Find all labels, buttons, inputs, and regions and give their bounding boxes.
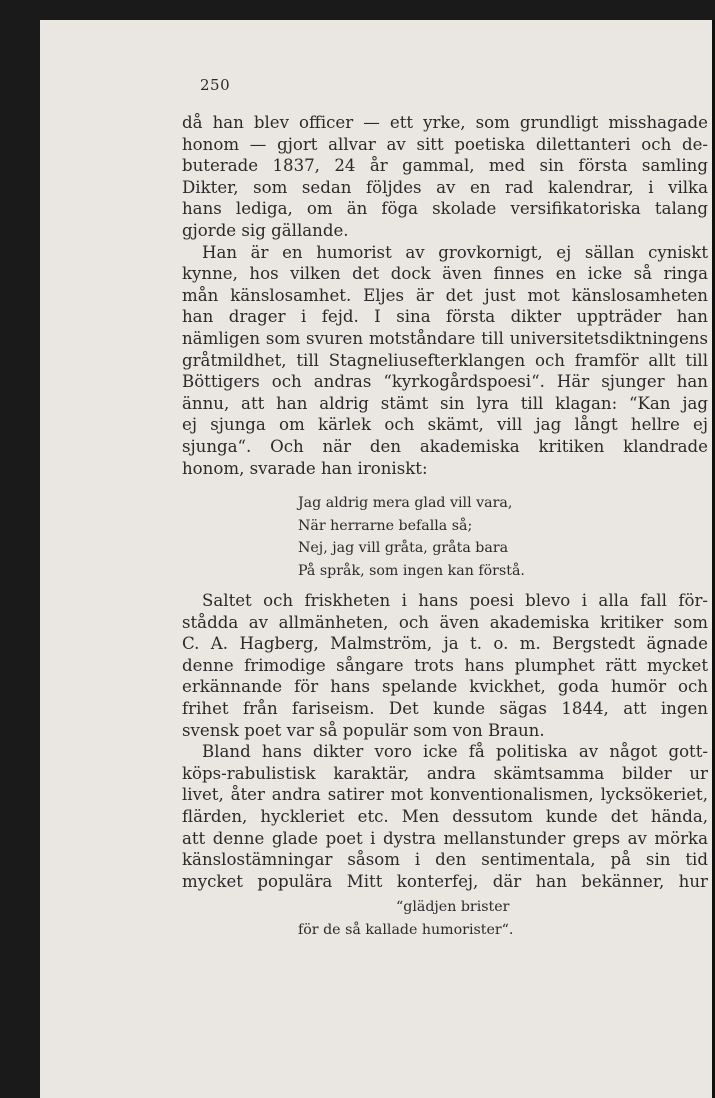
- paragraph-3: [182, 590, 708, 741]
- verse-line: Jag aldrig mera glad vill vara,: [298, 495, 513, 511]
- verse-line: Nej, jag vill gråta, gråta bara: [298, 540, 509, 557]
- quote-line: för de så kallade humorister“.: [298, 921, 514, 938]
- text-line: känslostämningar såsom i den sentimentala, på sin tid: [182, 850, 708, 870]
- text-line: han drager i fejd. I sina första dikter uppträder han: [182, 307, 708, 327]
- body-text-top: [182, 112, 708, 479]
- body-text-bottom: [182, 590, 708, 892]
- text-line: honom, svarade han ironiskt:: [182, 458, 428, 478]
- text-line: Han är en humorist av grovkornigt, ej sällan cyniskt: [202, 242, 708, 262]
- closing-quote: [298, 896, 513, 941]
- paragraph-4: [182, 741, 708, 892]
- text-line: buterade 1837, 24 år gammal, med sin första samling: [182, 156, 708, 176]
- verse-line: På språk, som ingen kan förstå.: [298, 562, 525, 579]
- text-line: Bland hans dikter voro icke få politiska av något gott-: [202, 742, 708, 762]
- book-page: [40, 20, 712, 1098]
- text-line: ej sjunga om kärlek och skämt, vill jag långt hellre ej: [182, 415, 708, 435]
- text-line: Saltet och friskheten i hans poesi blevo i alla fall för-: [202, 591, 708, 610]
- paragraph-1: [182, 112, 708, 242]
- text-line: gjorde sig gällande.: [182, 220, 349, 240]
- text-line: mycket populära Mitt konterfej, där han bekänner, hur: [182, 871, 708, 891]
- text-line: honom — gjort allvar av sitt poetiska dilettanteri och de-: [182, 134, 708, 154]
- text-line: nämligen som svuren motståndare till universitetsdiktningens: [182, 328, 708, 348]
- text-line: flärden, hyckleriet etc. Men dessutom kunde det hända,: [182, 806, 708, 826]
- paragraph-2: [182, 242, 708, 480]
- quote-line: “glädjen brister: [396, 899, 510, 915]
- text-line: sjunga“. Och när den akademiska kritiken klandrade: [182, 436, 708, 456]
- text-line: köps-rabulistisk karaktär, andra skämtsamma bilder ur: [182, 763, 708, 783]
- text-line: livet, åter andra satirer mot konventionalismen, lycksökeriet,: [182, 785, 708, 805]
- text-line: att denne glade poet i dystra mellanstunder greps av mörka: [182, 828, 708, 848]
- verse-block: [298, 492, 525, 582]
- text-line: svensk poet var så populär som von Braun.: [182, 720, 545, 740]
- text-line: frihet från fariseism. Det kunde sägas 1844, att ingen: [182, 698, 708, 718]
- text-line: kynne, hos vilken det dock även finnes en icke så ringa: [182, 264, 708, 284]
- text-line: ännu, att han aldrig stämt sin lyra till klagan: “Kan jag: [182, 393, 708, 413]
- text-line: Böttigers och andras “kyrkogårdspoesi“. Här sjunger han: [182, 372, 708, 392]
- text-line: C. A. Hagberg, Malmström, ja t. o. m. Bergstedt ägnade: [182, 634, 708, 654]
- text-line: denne frimodige sångare trots hans plumphet rätt mycket: [182, 655, 708, 675]
- text-line: Dikter, som sedan följdes av en rad kalendrar, i vilka: [182, 177, 708, 197]
- text-line: gråtmildhet, till Stagneliusefterklangen och framför allt till: [182, 350, 708, 370]
- text-line: stådda av allmänheten, och även akademiska kritiker som: [182, 612, 708, 632]
- text-line: mån känslosamhet. Eljes är det just mot känslosamheten: [182, 285, 708, 305]
- verse-line: När herrarne befalla så;: [298, 517, 473, 534]
- page-number: 250: [200, 76, 231, 94]
- text-line: hans lediga, om än föga skolade versifikatoriska talang: [182, 199, 708, 219]
- text-line: erkännande för hans spelande kvickhet, goda humör och: [182, 677, 708, 697]
- text-line: då han blev officer — ett yrke, som grundligt misshagade: [182, 113, 708, 132]
